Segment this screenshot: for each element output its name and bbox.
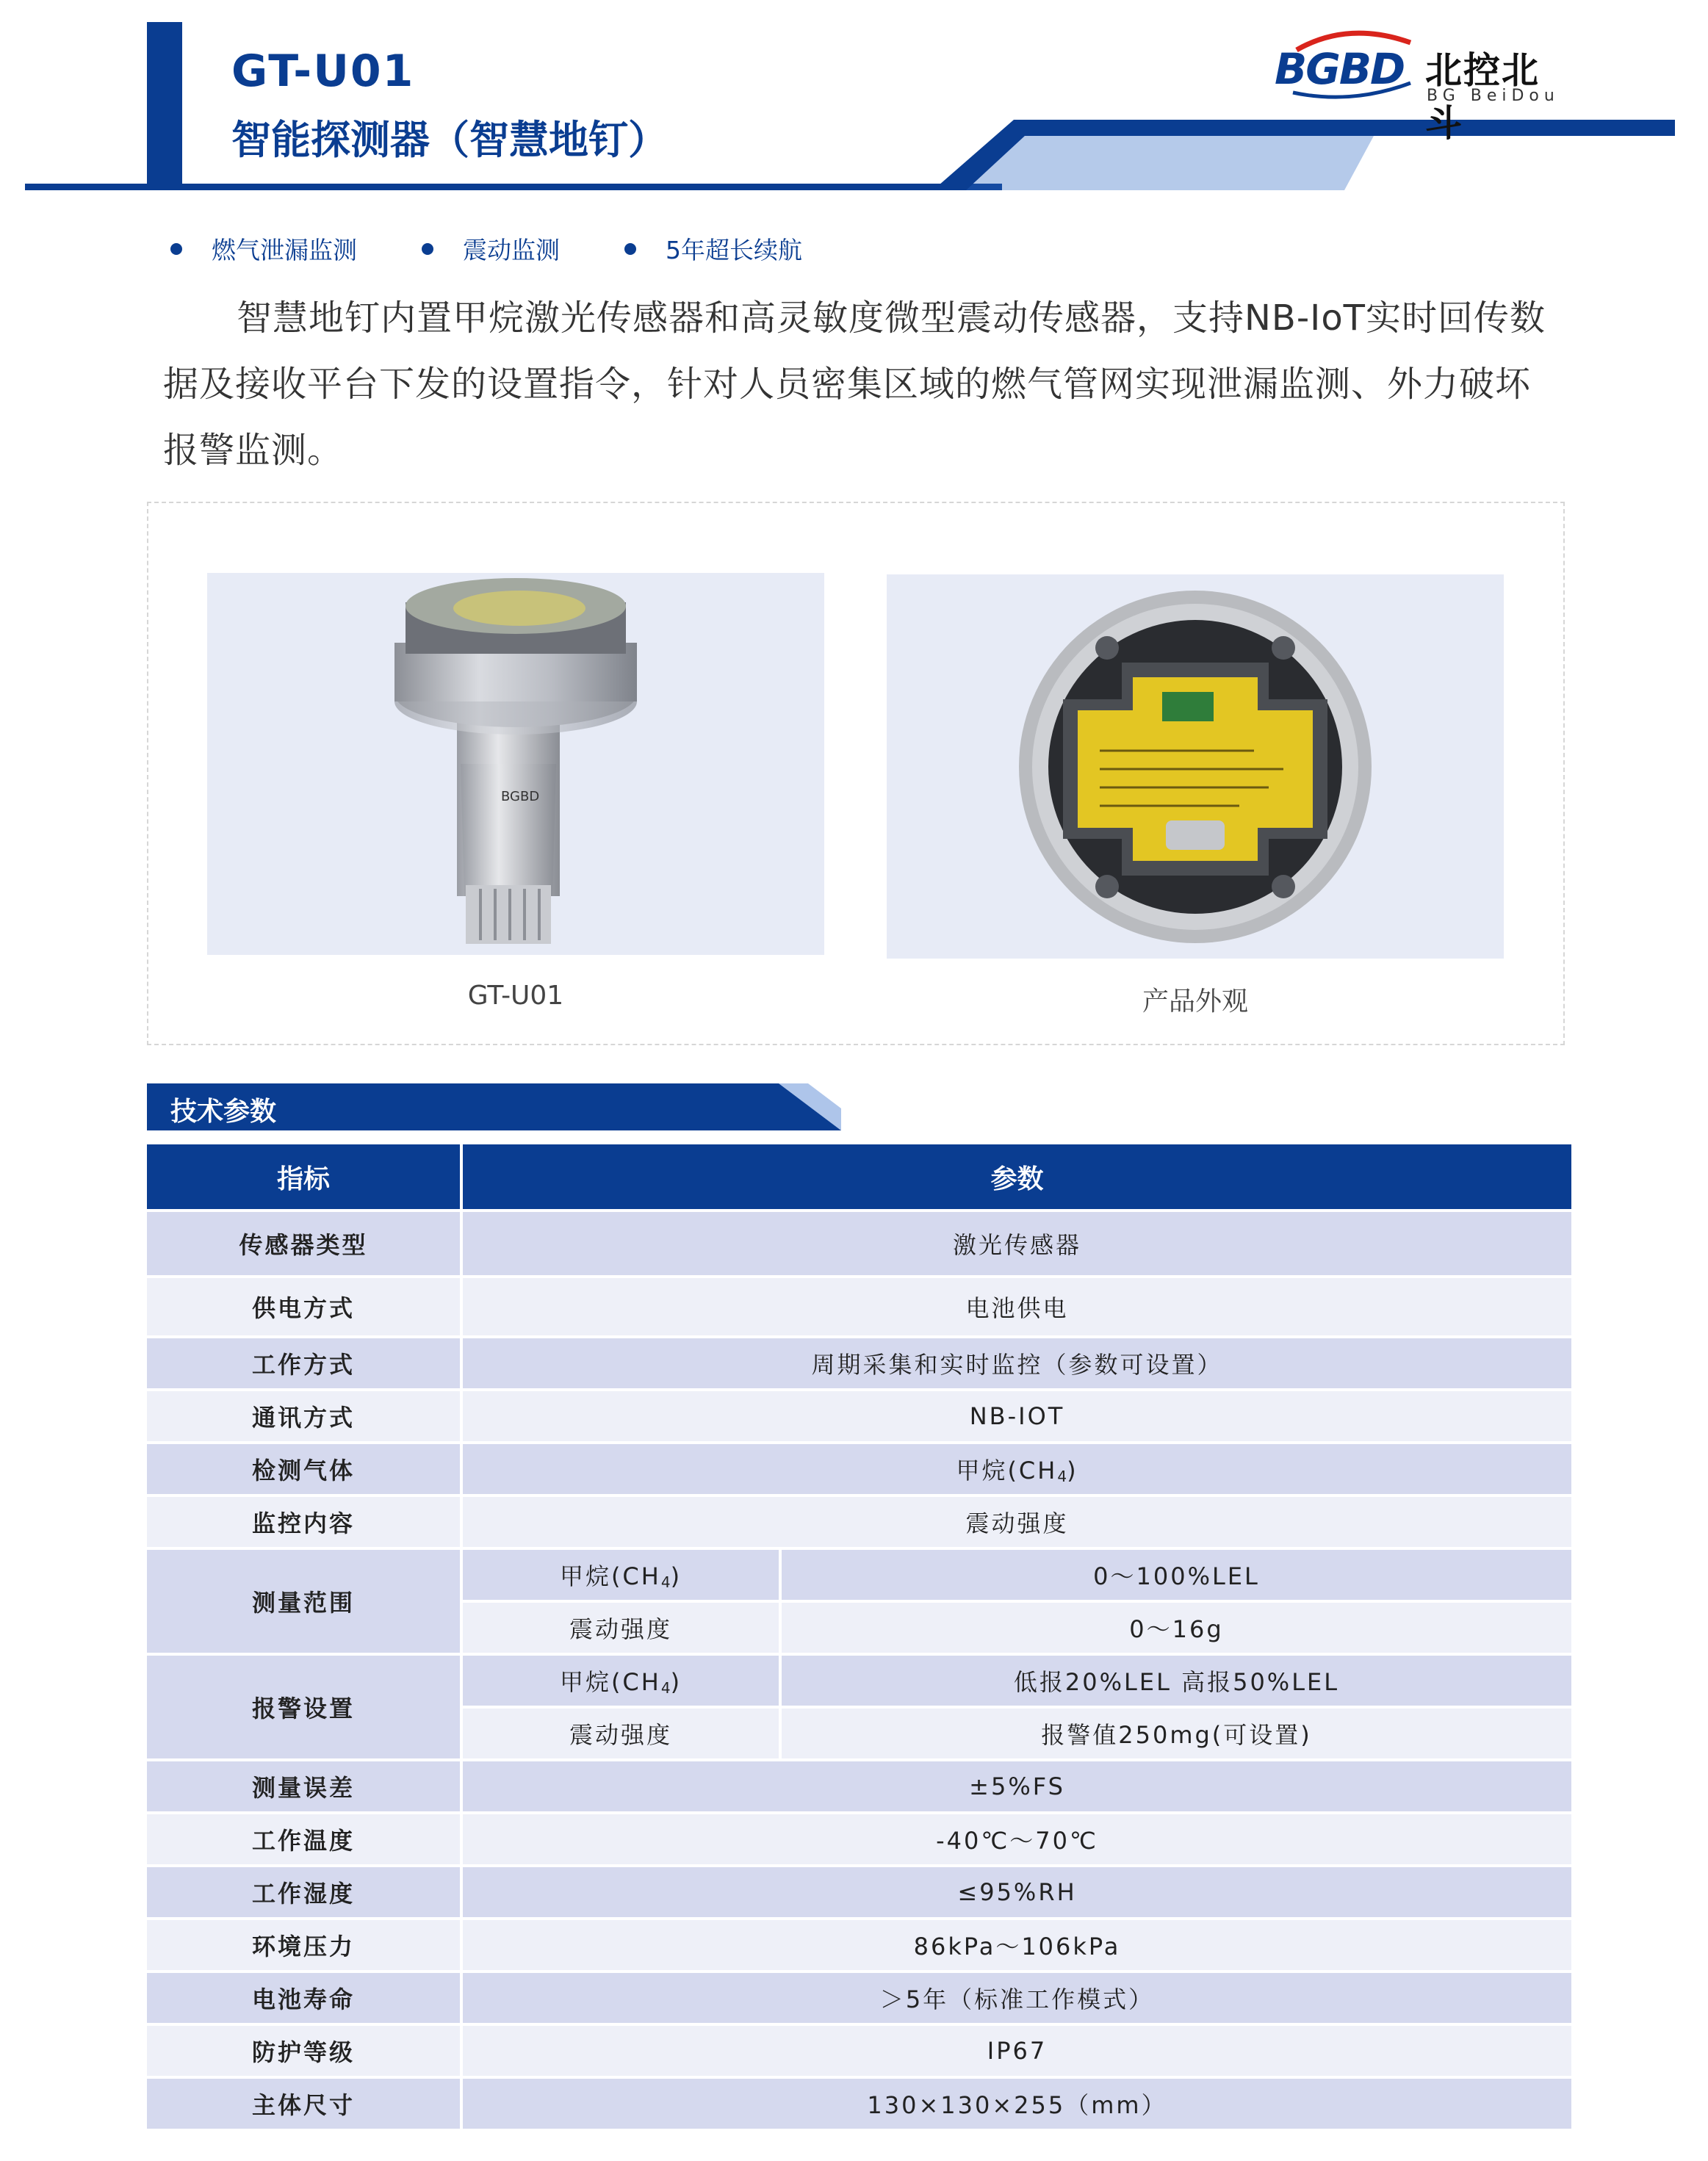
row-label: 工作温度 — [147, 1814, 460, 1864]
row-label: 检测气体 — [147, 1444, 460, 1494]
row-value: 报警值250mg(可设置) — [782, 1709, 1571, 1758]
section-title-text: 技术参数 — [170, 1097, 277, 1127]
row-value: IP67 — [463, 2026, 1571, 2076]
row-value: 130×130×255（mm） — [463, 2079, 1571, 2129]
table-row — [147, 1973, 1571, 2023]
row-value: ≤95%RH — [463, 1867, 1571, 1917]
row-label: 传感器类型 — [147, 1212, 460, 1275]
row-label: 工作方式 — [147, 1338, 460, 1388]
row-label: 防护等级 — [147, 2026, 460, 2076]
table-row — [147, 1444, 1571, 1494]
feature-item — [170, 231, 357, 266]
row-value: NB-IOT — [463, 1391, 1571, 1441]
logo-chinese-name: 北控北斗 — [1425, 49, 1540, 145]
product-name: 智能探测器（智慧地钉） — [231, 117, 668, 163]
table-row — [147, 1212, 1571, 1275]
table-row — [147, 1814, 1571, 1864]
header-parameter: 参数 — [463, 1144, 1571, 1209]
table-row — [147, 1497, 1571, 1547]
row-value: 低报20%LEL 高报50%LEL — [782, 1656, 1571, 1706]
sub-label: 震动强度 — [463, 1709, 779, 1758]
row-value: 0～16g — [782, 1603, 1571, 1653]
row-value: 甲烷$(CH_4)$ — [463, 1444, 1571, 1494]
feature-list — [170, 231, 867, 266]
image-caption-appearance: 产品外观 — [1142, 986, 1248, 1017]
table-row — [147, 1278, 1571, 1335]
bullet-dot-icon — [624, 243, 636, 255]
row-value: ±5%FS — [463, 1761, 1571, 1811]
table-row — [147, 1656, 1571, 1706]
row-value: ＞5年（标准工作模式） — [463, 1973, 1571, 2023]
row-label: 环境压力 — [147, 1920, 460, 1970]
row-label: 供电方式 — [147, 1278, 460, 1335]
row-label: 报警设置 — [147, 1656, 460, 1758]
row-value: 0～100%LEL — [782, 1550, 1571, 1600]
row-label: 电池寿命 — [147, 1973, 460, 2023]
feature-label: 震动监测 — [463, 236, 560, 264]
product-image-panel — [147, 502, 1565, 1045]
row-label: 监控内容 — [147, 1497, 460, 1547]
feature-item — [624, 231, 802, 266]
table-row — [147, 1550, 1571, 1600]
image-caption-model: GT-U01 — [467, 981, 564, 1011]
row-label: 工作湿度 — [147, 1867, 460, 1917]
section-title-specs — [147, 1083, 841, 1130]
bullet-dot-icon — [422, 243, 433, 255]
table-row — [147, 2079, 1571, 2129]
feature-label: 5年超长续航 — [666, 236, 802, 264]
sub-label: 震动强度 — [463, 1603, 779, 1653]
product-photo-top-view — [887, 574, 1504, 959]
sub-label: 甲烷$(CH_4)$ — [463, 1656, 779, 1706]
row-value: 周期采集和实时监控（参数可设置） — [463, 1338, 1571, 1388]
row-value: 震动强度 — [463, 1497, 1571, 1547]
header-accent-bar — [147, 22, 182, 190]
row-value: 86kPa～106kPa — [463, 1920, 1571, 1970]
row-label: 通讯方式 — [147, 1391, 460, 1441]
row-label: 测量范围 — [147, 1550, 460, 1653]
product-photo-side-view — [207, 573, 824, 955]
table-row — [147, 1338, 1571, 1388]
bullet-dot-icon — [170, 243, 182, 255]
row-label: 主体尺寸 — [147, 2079, 460, 2129]
specs-table — [144, 1141, 1574, 2132]
row-label: 测量误差 — [147, 1761, 460, 1811]
brand-logo — [1275, 28, 1568, 145]
table-row — [147, 1391, 1571, 1441]
logo-mark: BGBD — [1275, 44, 1405, 94]
row-value: 激光传感器 — [463, 1212, 1571, 1275]
feature-label: 燃气泄漏监测 — [212, 236, 357, 264]
row-value: 电池供电 — [463, 1278, 1571, 1335]
table-row — [147, 1761, 1571, 1811]
table-row — [147, 2026, 1571, 2076]
logo-english-name: BG BeiDou — [1427, 87, 1560, 105]
product-description: 智慧地钉内置甲烷激光传感器和高灵敏度微型震动传感器，支持NB-IoT实时回传数据及接收平台下发的设置指令，针对人员密集区域的燃气管网实现泄漏监测、外力破坏报警监测。 — [163, 297, 1546, 471]
feature-item — [422, 231, 560, 266]
product-model: GT-U01 — [231, 46, 415, 97]
header-indicator: 指标 — [147, 1144, 460, 1209]
table-row — [147, 1920, 1571, 1970]
table-header-row — [147, 1144, 1571, 1209]
table-row — [147, 1867, 1571, 1917]
sub-label: 甲烷$(CH_4)$ — [463, 1550, 779, 1600]
svg-text:BGBD: BGBD — [501, 789, 540, 804]
row-value: -40℃～70℃ — [463, 1814, 1571, 1864]
header-underline — [25, 184, 1002, 190]
